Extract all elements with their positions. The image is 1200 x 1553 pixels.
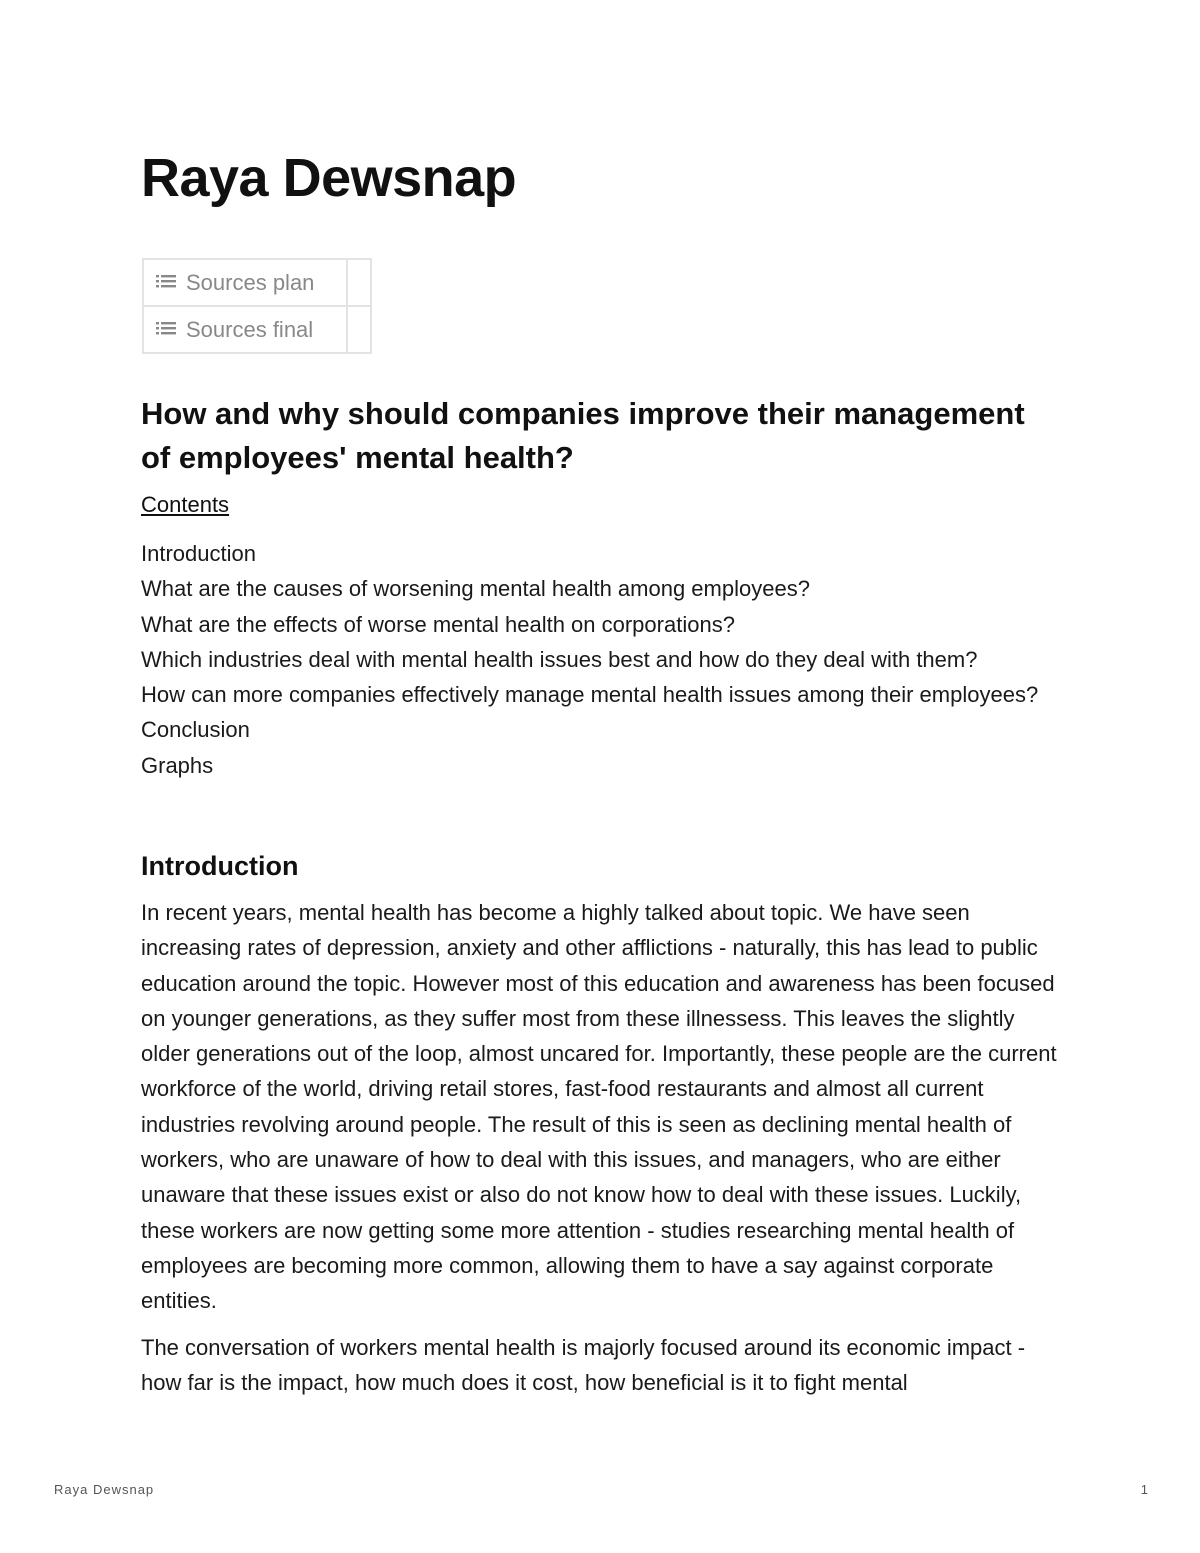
contents-link[interactable]: Contents bbox=[141, 492, 230, 517]
table-of-contents bbox=[141, 536, 1061, 783]
footer-page-number: 1 bbox=[1140, 1482, 1148, 1497]
question-heading: How and why should companies improve their management of employees' mental health? bbox=[141, 396, 1025, 475]
toc-item[interactable]: Which industries deal with mental health issues best and how do they deal with them? bbox=[141, 646, 978, 672]
sources-plan-link[interactable] bbox=[143, 259, 347, 306]
sources-final-row bbox=[143, 306, 371, 353]
footer-author: Raya Dewsnap bbox=[54, 1482, 155, 1497]
sources-final-label: Sources final bbox=[186, 317, 314, 343]
toc-item[interactable]: How can more companies effectively manage mental health issues among their employees? bbox=[141, 682, 1039, 708]
body-paragraph: The conversation of workers mental health is majorly focused around its economic impact - how far is the impact, how much does it cost, how beneficial is it to fight mental bbox=[141, 1335, 1026, 1396]
toc-item[interactable]: Conclusion bbox=[141, 717, 250, 743]
toc-item[interactable]: Graphs bbox=[141, 752, 214, 778]
toc-item[interactable]: What are the causes of worsening mental health among employees? bbox=[141, 576, 810, 602]
sources-final-link[interactable] bbox=[143, 306, 347, 353]
toc-item[interactable]: Introduction bbox=[141, 541, 256, 566]
empty-cell bbox=[347, 306, 371, 353]
toc-item[interactable]: What are the effects of worse mental health on corporations? bbox=[141, 611, 735, 637]
list-icon bbox=[156, 273, 176, 289]
body-paragraph: In recent years, mental health has become a highly talked about topic. We have seen increasing rates of depression, anxiety and other afflictions - naturally, this has lead to public education around the topic. However most of this education and awareness has been focused on younger generations, as they suffer most from these illnessess. This leaves the slightly older generations out of the loop, almost uncared for. Importantly, these people are the current workforce of the world, driving retail stores, fast-food restaurants and almost all current industries revolving around people. The result of this is seen as declining mental health of workers, who are unaware of how to deal with this issues, and managers, who are either unaware that these issues exist or also do not know how to deal with these issues. Luckily, these workers are now getting some more attention - studies researching mental health of employees are becoming more common, allowing them to have a say against corporate entities. bbox=[141, 900, 1057, 1314]
page-title: Raya Dewsnap bbox=[141, 148, 517, 208]
section-heading: Introduction bbox=[141, 851, 299, 881]
list-icon bbox=[156, 320, 176, 336]
sources-plan-label: Sources plan bbox=[186, 270, 315, 296]
sources-plan-row bbox=[143, 259, 371, 306]
sources-link-table bbox=[142, 258, 372, 354]
empty-cell bbox=[347, 259, 371, 306]
